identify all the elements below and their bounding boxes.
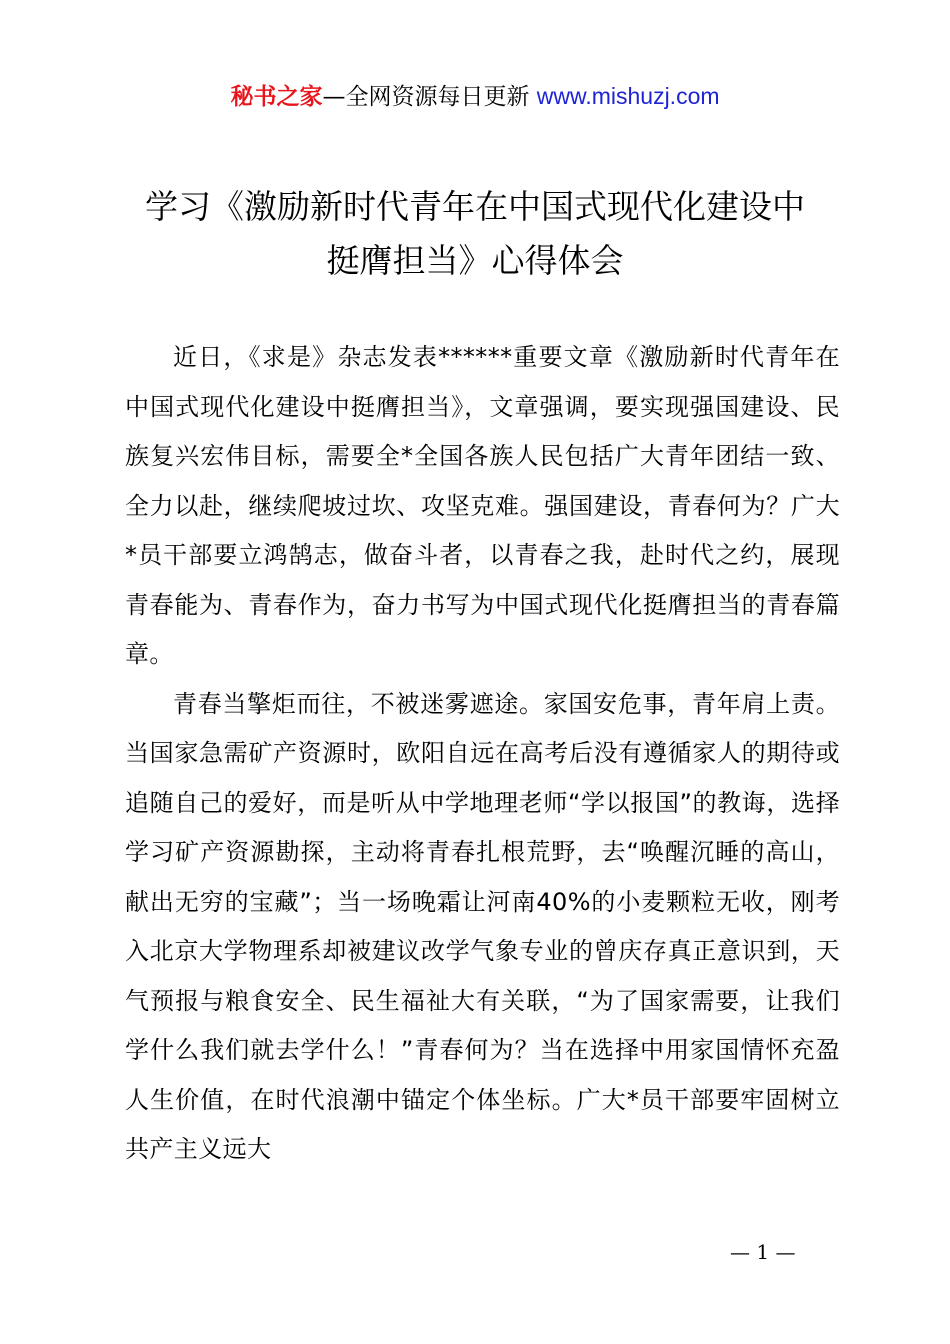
document-title-line-2: 挺膺担当》心得体会 <box>326 241 624 280</box>
site-url-link[interactable]: www.mishuzj.com <box>536 83 720 109</box>
site-name: 秘书之家 <box>230 84 323 110</box>
document-body <box>125 333 840 1175</box>
site-slogan: —全网资源每日更新 <box>322 84 537 110</box>
document-title <box>100 180 850 288</box>
paragraph-2: 青春当擎炬而往，不被迷雾遮途。家国安危事，青年肩上责。当国家急需矿产资源时，欧阳自远在高考后没有遵循家人的期待或追随自己的爱好，而是听从中学地理老师“学以报国”的教诲，选择学习矿产资源勘探，主动将青春扎根荒野，去“唤醒沉睡的高山，献出无穷的宝藏”；当一场晚霜让河南40%的小麦颗粒无收，刚考入北京大学物理系却被建议改学气象专业的曾庆存真正意识到，天气预报与粮食安全、民生福祉大有关联，“为了国家需要，让我们学什么我们就去学什么！”青春何为？当在选择中用家国情怀充盈人生价值，在时代浪潮中锚定个体坐标。广大*员干部要牢固树立共产主义远大 <box>125 689 841 1163</box>
site-header <box>0 80 950 113</box>
page-number: — 1 — <box>730 1240 796 1264</box>
paragraph-1: 近日，《求是》杂志发表******重要文章《激励新时代青年在中国式现代化建设中挺膺担当》，文章强调，要实现强国建设、民族复兴宏伟目标，需要全*全国各族人民包括广大青年团结一致、全力以赴，继续爬坡过坎、攻坚克难。强国建设，青春何为？广大*员干部要立鸿鹄志，做奋斗者，以青春之我，赴时代之约，展现青春能为、青春作为，奋力书写为中国式现代化挺膺担当的青春篇章。 <box>125 343 840 668</box>
document-title-line-1: 学习《激励新时代青年在中国式现代化建设中 <box>145 187 805 226</box>
